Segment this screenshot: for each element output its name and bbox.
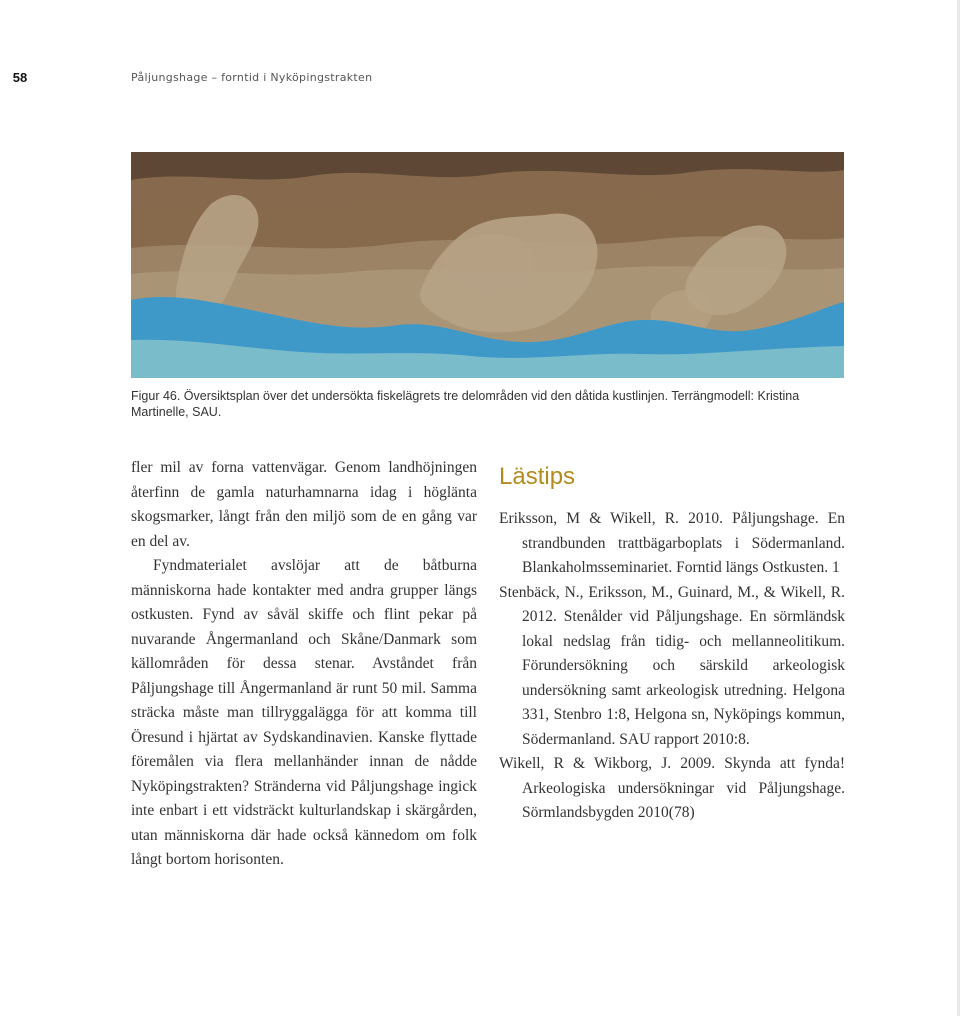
running-head: Påljungshage – forntid i Nyköpingstrakten xyxy=(131,71,373,84)
body-paragraph: fler mil av forna vattenvägar. Genom landhöjningen återfinn de gamla naturhamnarna idag i höglänta skogsmarker, långt från den miljö som de en gång var en del av. xyxy=(131,459,477,550)
terrain-map xyxy=(131,152,844,378)
reference-item: Wikell, R & Wikborg, J. 2009. Skynda att fynda! Arkeologiska undersökningar vid Påljungshage. Sörmlandsbygden 2010(78) xyxy=(499,755,845,821)
reference-item: Stenbäck, N., Eriksson, M., Guinard, M., & Wikell, R. 2012. Stenålder vid Påljungshage. En sörmländsk lokal nedslag från tidig- och mellanneolitikum. Förundersökning och särskild arkeologisk undersökning samt arkeologisk utredning. Helgona 331, Stenbro 1:8, Helgona sn, Nyköpings kommun, Södermanland. SAU rapport 2010:8. xyxy=(499,583,845,748)
further-reading-heading: Lästips xyxy=(499,463,576,490)
caption-text: Figur 46. Översiktsplan över det undersökta fiskelägrets tre delområden vid den dåtida kustlinjen. Terrängmodell: Kristina Martinelle, SAU. xyxy=(131,389,800,419)
body-text-column xyxy=(131,456,477,873)
figure-caption xyxy=(131,388,844,420)
reference-item: Eriksson, M & Wikell, R. 2010. Påljungshage. En strandbunden trattbägarboplats i Södermanland. Blankaholmsseminariet. Forntid längs Ostkusten. 1 xyxy=(499,510,845,576)
reference-list xyxy=(499,507,845,826)
body-paragraph: Fyndmaterialet avslöjar att de båtburna människorna hade kontakter med andra grupper längs ostkusten. Fynd av såväl skiffe och flint pekar på nuvarande Ångermanland och Skåne/Danmark som källområden för dessa stenar. Avståndet från Påljungshage till Ångermanland är runt 50 mil. Samma sträcka måste man tillryggalägga för att komma till Öresund i hjärtat av Sydskandinavien. Kanske flyttade föremålen via flera mellanhänder innan de nådde Nyköpingstrakten? Stränderna vid Påljungshage ingick inte enbart i ett vidsträckt kulturlandskap i skärgården, utan människorna där hade också kännedom om folk långt bortom horisonten. xyxy=(131,557,477,868)
page-number: 58 xyxy=(12,70,28,85)
terrain-model-figure xyxy=(131,152,844,378)
